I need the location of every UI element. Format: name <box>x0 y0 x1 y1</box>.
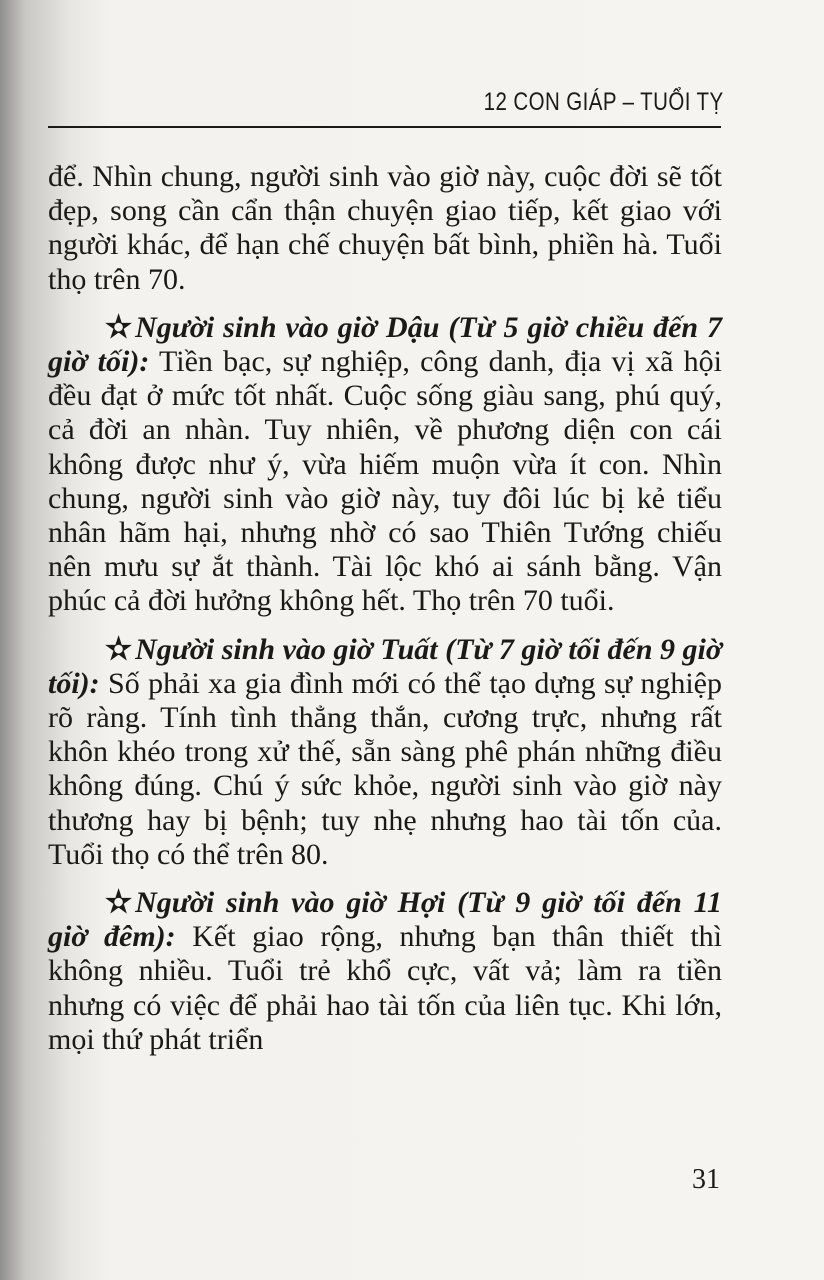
star-icon: ✫ <box>106 632 132 666</box>
paragraph-lead: Người sinh vào giờ Dậu (Từ 5 giờ chiều đến 7 giờ tối): <box>48 310 722 379</box>
star-icon: ✫ <box>106 886 132 920</box>
paragraph-text: Số phải xa gia đình mới có thể tạo dựng sự nghiệp rõ ràng. Tính tình thẳng thắn, cương trực, nhưng rất khôn khéo trong xử thế, sẵn sàng phê phán những điều không đúng. Chú ý sức khỏe, người sinh vào giờ này thương hay bị bệnh; tuy nhẹ nhưng hao tài tốn của. Tuổi thọ có thể trên 80. <box>48 666 722 871</box>
paragraph-continuation <box>48 160 722 297</box>
paragraph-gio-tuat <box>48 633 722 872</box>
star-icon: ✫ <box>106 310 132 344</box>
header-rule <box>48 126 721 128</box>
paragraph-lead: Người sinh vào giờ Hợi (Từ 9 giờ tối đến 11 giờ đêm): <box>48 886 722 954</box>
page-number: 31 <box>692 1164 720 1195</box>
running-header: 12 CON GIÁP – TUỔI TỴ <box>484 88 724 116</box>
paragraph-gio-hoi <box>48 886 722 1057</box>
paragraph-text: Kết giao rộng, nhưng bạn thân thiết thì không nhiều. Tuổi trẻ khổ cực, vất vả; làm ra tiền nhưng có việc để phải hao tài tốn của liên tục. Khi lớn, mọi thứ phát triển <box>48 920 722 1056</box>
body-text <box>48 160 722 1057</box>
paragraph-lead: Người sinh vào giờ Tuất (Từ 7 giờ tối đến 9 giờ tối): <box>48 632 722 700</box>
paragraph-text: Tiền bạc, sự nghiệp, công danh, địa vị xã hội đều đạt ở mức tốt nhất. Cuộc sống giàu sang, phú quý, cả đời an nhàn. Tuy nhiên, về phương diện con cái không được như ý, vừa hiếm muộn vừa ít con. Nhìn chung, người sinh vào giờ này, tuy đôi lúc bị kẻ tiểu nhân hãm hại, nhưng nhờ có sao Thiên Tướng chiếu nên mưu sự ắt thành. Tài lộc khó ai sánh bằng. Vận phúc cả đời hưởng không hết. Thọ trên 70 tuổi. <box>48 345 722 618</box>
paragraph-text: để. Nhìn chung, người sinh vào giờ này, cuộc đời sẽ tốt đẹp, song cần cẩn thận chuyện giao tiếp, kết giao với người khác, để hạn chế chuyện bất bình, phiền hà. Tuổi thọ trên 70. <box>48 160 722 296</box>
paragraph-gio-dau <box>48 311 722 619</box>
